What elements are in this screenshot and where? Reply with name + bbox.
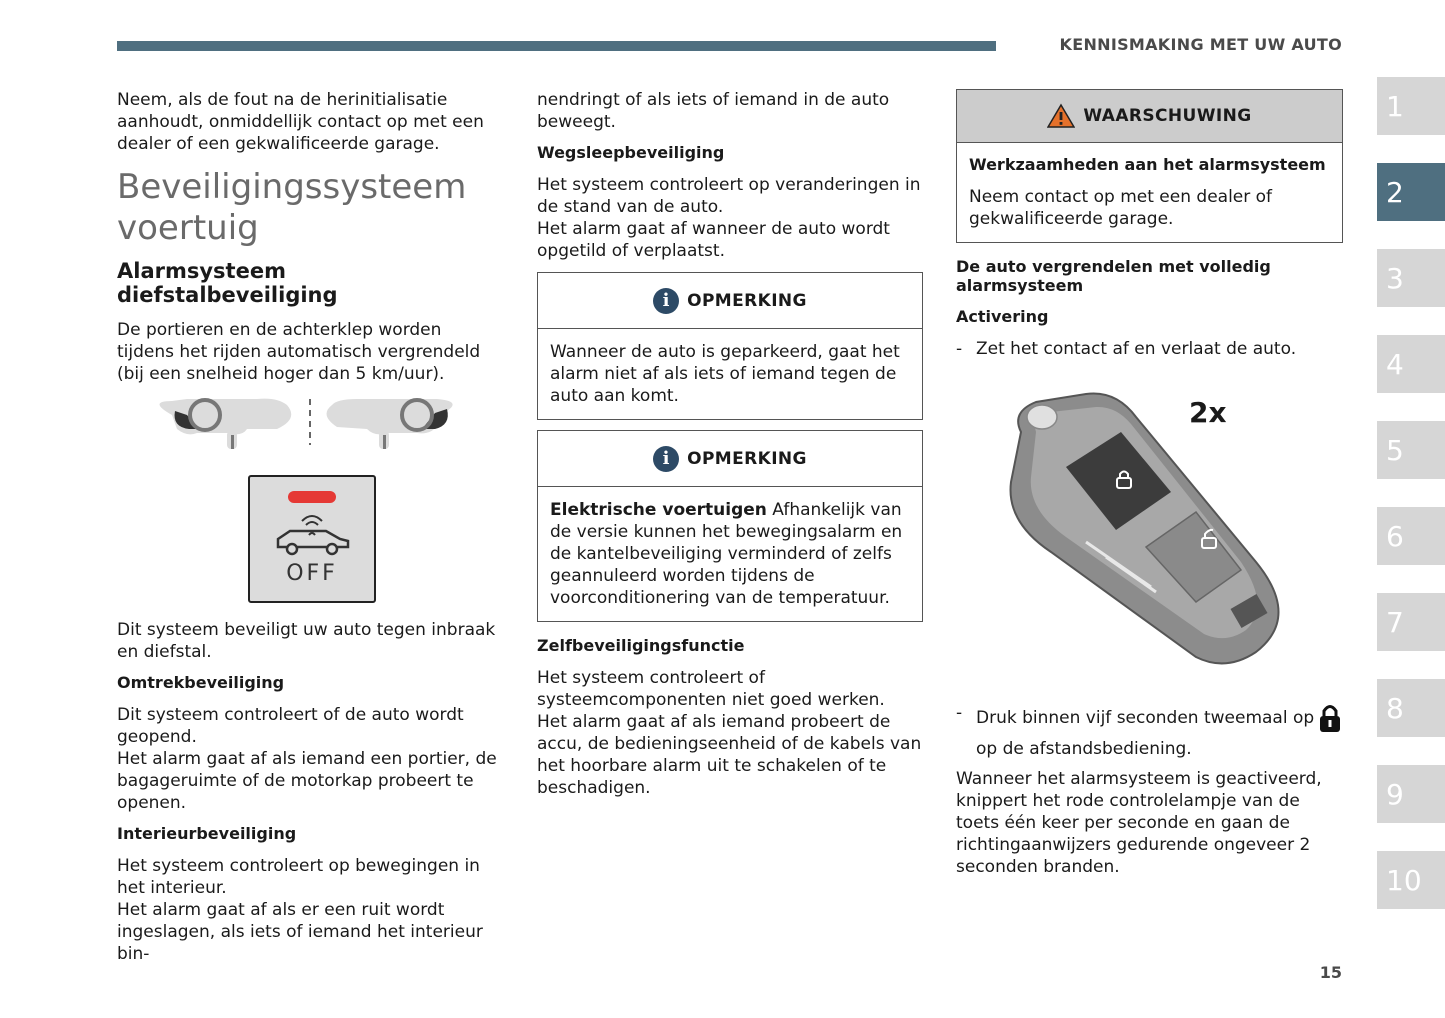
page-number: 15 (1319, 963, 1342, 982)
warning-label: WAARSCHUWING (1083, 106, 1252, 126)
bullet-text: Zet het contact af en verlaat de auto. (976, 339, 1297, 359)
paragraph: nendringt of als iets of iemand in de auto beweegt. (537, 90, 890, 132)
header-bar (117, 41, 996, 51)
paragraph: Het alarm gaat af als iemand een portier, de bagageruimte of de motorkap probeert te openen. (117, 749, 497, 813)
key-fob-illustration (956, 372, 1343, 702)
chapter-tab-2[interactable]: 2 (1377, 163, 1445, 221)
press-count-label: 2x (1189, 396, 1227, 429)
section-title: KENNISMAKING MET UW AUTO (1059, 35, 1342, 54)
bullet-text-continued: op de afstandsbediening. (976, 739, 1192, 759)
chapter-tab-6[interactable]: 6 (1377, 507, 1445, 565)
chapter-tab-5[interactable]: 5 (1377, 421, 1445, 479)
warning-text: Neem contact op met een dealer of gekwalificeerde garage. (969, 187, 1273, 229)
key-fob-icon (956, 372, 1343, 692)
paragraph: Wanneer het alarmsysteem is geactiveerd, knippert het rode controlelampje van de toets één keer per seconde en gaan de richtingaanwijzers gedurende ongeveer 2 seconden branden. (956, 769, 1322, 877)
bullet-dash: - (956, 703, 963, 723)
subheading-omtrekbeveiliging: Omtrekbeveiliging (117, 673, 285, 692)
page-heading: Beveiligingssysteem voertuig (117, 167, 467, 248)
steering-wheel-illustration (117, 395, 497, 465)
paragraph: Het systeem controleert op bewegingen in het interieur. (117, 856, 480, 898)
intro-text: Neem, als de fout na de herinitialisatie aanhoudt, onmiddellijk contact op met een dealer of een gekwalificeerde garage. (117, 90, 484, 154)
warning-icon (1047, 103, 1075, 129)
list-item (956, 702, 1343, 760)
red-indicator-light (288, 491, 336, 503)
off-label: OFF (286, 561, 338, 586)
paragraph: Het systeem controleert op veranderingen in de stand van de auto. (537, 175, 921, 217)
warning-box (956, 89, 1343, 243)
lock-icon (1318, 702, 1342, 734)
chapter-tab-4[interactable]: 4 (1377, 335, 1445, 393)
chapter-tab-1[interactable]: 1 (1377, 77, 1445, 135)
paragraph: Het alarm gaat af als iemand probeert de accu, de bedieningseenheid of de kabels van het hoorbare alarm uit te schakelen of te beschadigen. (537, 712, 922, 798)
subheading-interieurbeveiliging: Interieurbeveiliging (117, 824, 297, 843)
note-box-2 (537, 430, 923, 622)
subheading-zelfbeveiligingsfunctie: Zelfbeveiligingsfunctie (537, 636, 745, 655)
info-icon: i (653, 288, 679, 314)
section-heading: Alarmsysteem diefstalbeveiliging (117, 259, 338, 307)
note-box-1 (537, 272, 923, 420)
paragraph: Dit systeem beveiligt uw auto tegen inbraak en diefstal. (117, 620, 496, 662)
note-label: OPMERKING (687, 290, 807, 311)
note-bold: Elektrische voertuigen (550, 500, 767, 520)
paragraph: De portieren en de achterklep worden tijdens het rijden automatisch vergrendeld (bij een snelheid hoger dan 5 km/uur). (117, 320, 481, 384)
chapter-tab-7[interactable]: 7 (1377, 593, 1445, 651)
paragraph: Het systeem controleert of systeemcomponenten niet goed werken. (537, 668, 885, 710)
list-item (956, 338, 1343, 360)
warning-title: Werkzaamheden aan het alarmsysteem (969, 155, 1326, 174)
bullet-text: Druk binnen vijf seconden tweemaal op (976, 702, 1342, 734)
note-header (538, 431, 922, 487)
info-icon: i (653, 446, 679, 472)
column-1 (117, 89, 497, 965)
chapter-tab-10[interactable]: 10 (1377, 851, 1445, 909)
note-header (538, 273, 922, 329)
warning-header (957, 90, 1342, 143)
bullet-dash: - (956, 339, 963, 359)
paragraph: Het alarm gaat af als er een ruit wordt ingeslagen, als iets of iemand het interieur bin- (117, 900, 483, 964)
paragraph: Dit systeem controleert of de auto wordt geopend. (117, 705, 464, 747)
paragraph: Het alarm gaat af wanneer de auto wordt opgetild of verplaatst. (537, 219, 890, 261)
column-2 (537, 89, 923, 799)
note-label: OPMERKING (687, 448, 807, 469)
chapter-tabs (1377, 77, 1445, 937)
chapter-tab-3[interactable]: 3 (1377, 249, 1445, 307)
column-3 (956, 89, 1343, 878)
chapter-tab-8[interactable]: 8 (1377, 679, 1445, 737)
note-text: Wanneer de auto is geparkeerd, gaat het alarm niet af als iets of iemand tegen de auto aan komt. (550, 342, 900, 406)
car-alarm-icon (270, 513, 354, 561)
subheading-wegsleepbeveiliging: Wegsleepbeveiliging (537, 143, 725, 162)
note-text: Elektrische voertuigen Afhankelijk van de versie kunnen het bewegingsalarm en de kantelbeveiliging verminderd of zelfs geannuleerd worden tijdens de voorconditionering van de temperatuur. (550, 500, 903, 608)
chapter-tab-9[interactable]: 9 (1377, 765, 1445, 823)
alarm-off-button (248, 475, 376, 603)
subheading-activering: Activering (956, 307, 1049, 326)
subheading-vergrendelen: De auto vergrendelen met volledig alarmsysteem (956, 257, 1271, 295)
